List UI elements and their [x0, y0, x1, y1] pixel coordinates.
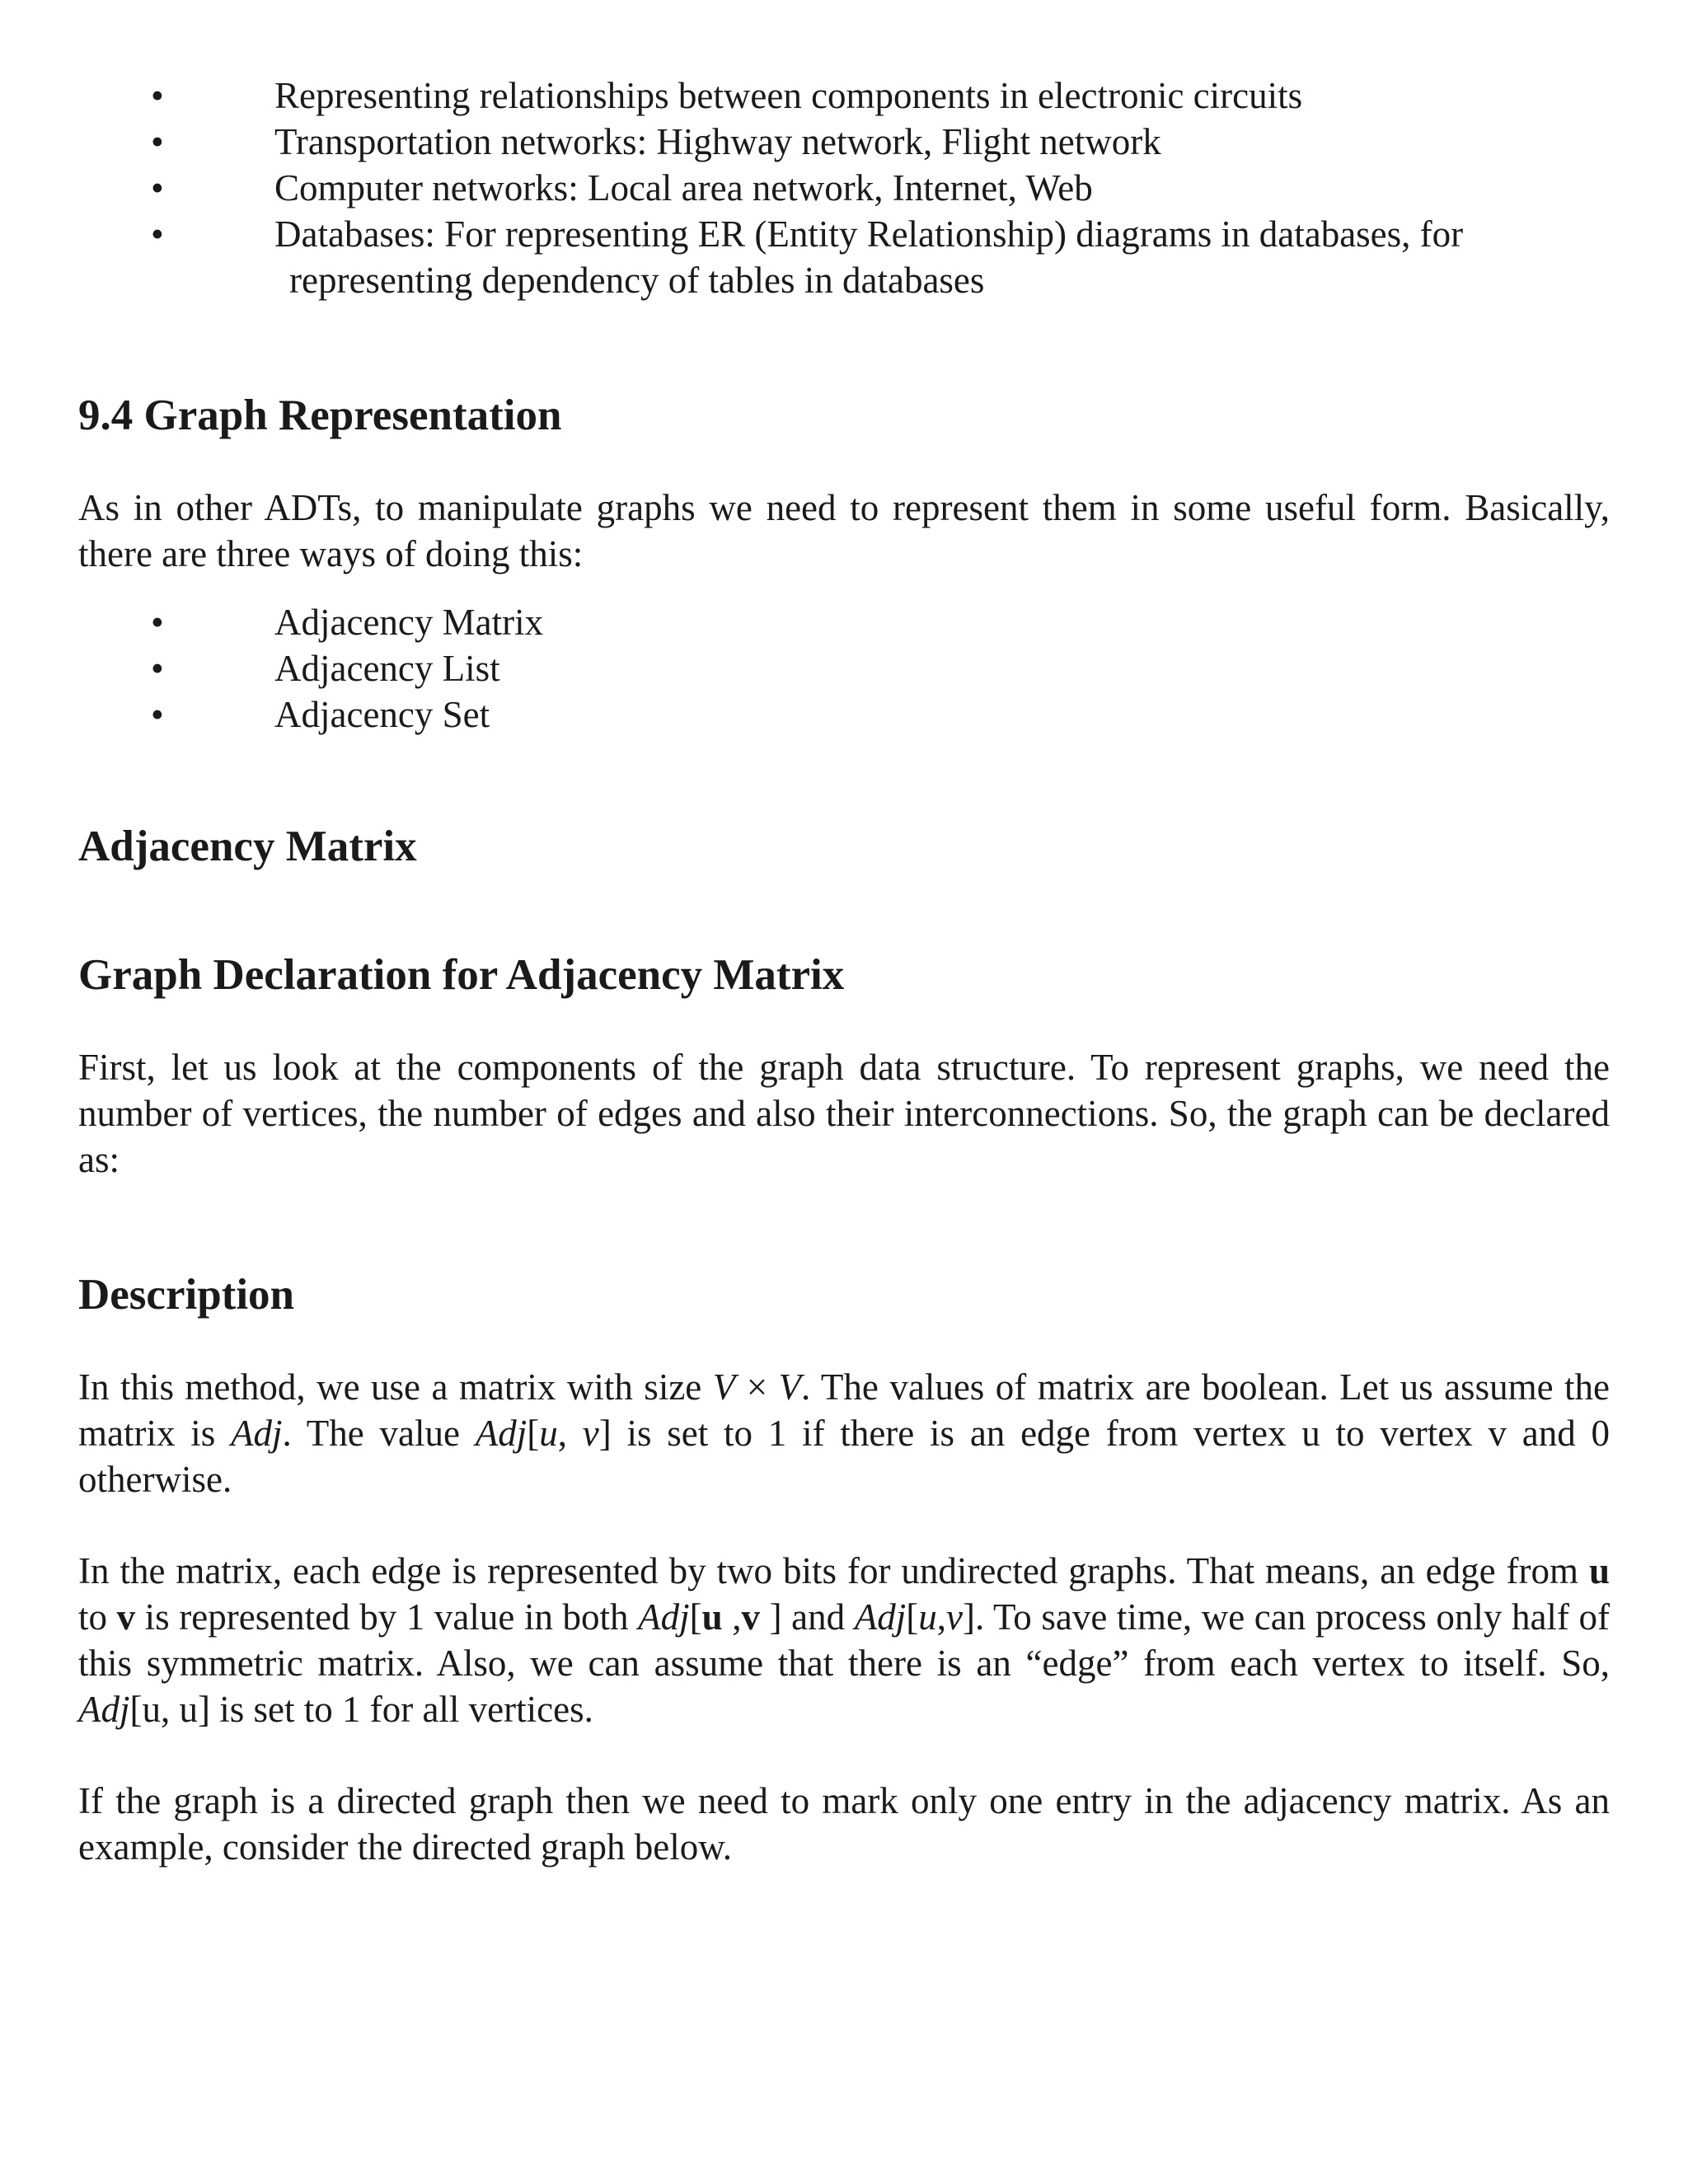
- description-heading: Description: [78, 1271, 295, 1319]
- list-item: Adjacency Matrix: [274, 602, 544, 643]
- list-item: Computer networks: Local area network, Internet, Web: [274, 167, 1093, 209]
- list-item: Representing relationships between components in electronic circuits: [274, 75, 1303, 116]
- list-item: Databases: For representing ER (Entity Relationship) diagrams in databases, for representing dependency of tables in databases: [274, 213, 1464, 301]
- declaration-heading: Graph Declaration for Adjacency Matrix: [78, 951, 845, 999]
- section-intro: As in other ADTs, to manipulate graphs we need to represent them in some useful form. Basically, there are three ways of doing this:: [78, 487, 1610, 574]
- list-item: Transportation networks: Highway network, Flight network: [274, 121, 1161, 162]
- description-paragraph-2: In the matrix, each edge is represented by two bits for undirected graphs. That means, an edge from u to v is represented by 1 value in both Adj[u ,v ] and Adj[u,v]. To save time, we can process only half of this symmetric matrix. Also, we can assume that there is an “edge” from each vertex to itself. So, Adj[u, u] is set to 1 for all vertices.: [78, 1550, 1610, 1730]
- description-paragraph-3: If the graph is a directed graph then we need to mark only one entry in the adjacency matrix. As an example, consider the directed graph below.: [78, 1780, 1610, 1868]
- description-paragraph-1: In this method, we use a matrix with size V × V. The values of matrix are boolean. Let us assume the matrix is Adj. The value Adj[u, v] is set to 1 if there is an edge from vertex u to vertex v and 0 otherwise.: [78, 1366, 1611, 1500]
- declaration-paragraph: First, let us look at the components of the graph data structure. To represent graphs, we need the number of vertices, the number of edges and also their interconnections. So, the graph can be declared as:: [78, 1047, 1610, 1180]
- list-item: Adjacency List: [274, 648, 500, 689]
- applications-list: [78, 73, 1610, 303]
- adjacency-matrix-heading: Adjacency Matrix: [78, 823, 417, 870]
- section-heading: 9.4 Graph Representation: [78, 391, 562, 439]
- list-item: Adjacency Set: [274, 694, 490, 735]
- representation-methods-list: [78, 599, 1610, 738]
